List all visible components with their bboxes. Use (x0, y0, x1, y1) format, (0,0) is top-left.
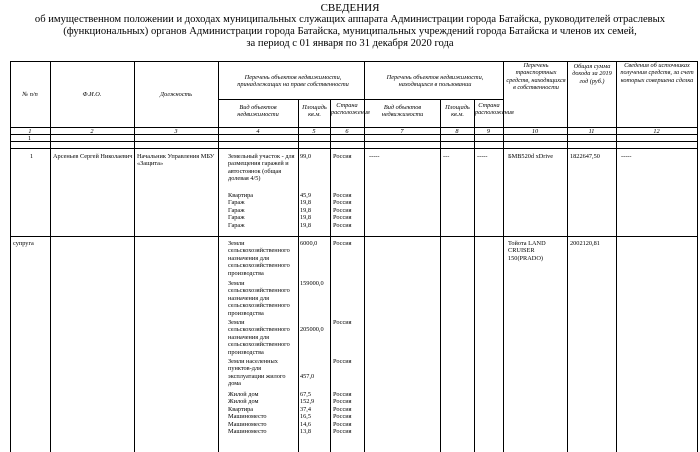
p2-object-9: Машиноместо (228, 420, 267, 428)
p2-object-8: Машиноместо (228, 413, 267, 421)
p2-income: 2002120,81 (570, 240, 600, 247)
row-one-number: 1 (28, 135, 32, 142)
p1-object-2: Квартира (228, 192, 254, 199)
p2-land-4: Земли населенных пунктов-для эксплуатации жилого дома (228, 358, 286, 388)
p2-area-land-3: 205000,0 (300, 326, 324, 333)
header-used-area: Площадь кв.м. (445, 104, 470, 119)
header-num: № п/п (22, 91, 38, 98)
p1-area-6: 19,8 (300, 221, 312, 229)
col-number-6: 6 (345, 128, 349, 135)
p1-object-5: Гараж (228, 214, 245, 222)
col-number-5: 5 (312, 128, 316, 135)
p1-area-2: 45,9 (300, 192, 312, 199)
p1-transport: БМВ520d xDrive (508, 153, 554, 160)
p1-area-4: 19,8 (300, 206, 312, 214)
col-number-12: 12 (653, 128, 660, 135)
p2-role: супруга (13, 240, 34, 247)
p1-country-land: Россия (333, 153, 352, 160)
col-number-3: 3 (174, 128, 178, 135)
col-number-4: 4 (256, 128, 260, 135)
p2-area-land-1: 6000,0 (300, 240, 318, 247)
p1-name: Арсеньев Сергей Николаевич (53, 153, 133, 160)
p1-country-5: Россия (333, 214, 352, 222)
p2-area-8: 16,5 (300, 413, 312, 421)
header-income: Общая сумма дохода за 2019 год (руб.) (572, 63, 612, 85)
p2-country-land-4: Россия (333, 358, 352, 365)
header-source: Сведения об источниках получения средств, за счет которых совершена сделка (620, 62, 694, 84)
p1-position: Начальник Управления МБУ «Защита» (137, 153, 215, 168)
header-position: Должность (159, 91, 193, 98)
p1-country-4: Россия (333, 206, 352, 214)
header-fio: Ф.И.О. (82, 91, 102, 98)
p1-object-3: Гараж (228, 199, 245, 207)
p1-object-6: Гараж (228, 221, 245, 229)
p1-country-3: Россия (333, 199, 352, 207)
doc-subtitle-line2: (функциональных) органов Администрации города Батайска, муниципальных учреждений города Батайска и членов их семей, (63, 26, 637, 37)
p1-area-5: 19,8 (300, 214, 312, 222)
header-used-type: Вид объектов недвижимости (381, 104, 424, 119)
p2-area-land-4: 457,0 (300, 373, 315, 380)
p2-transport: Тойота LAND CRUISER 150(PRADO) (508, 240, 546, 262)
p2-area-9: 14,6 (300, 420, 312, 428)
p2-country-10: Россия (333, 428, 352, 435)
p2-object-6: Жилой дом (228, 398, 259, 406)
header-owned-area: Площадь кв.м. (302, 104, 327, 119)
header-owned-type: Вид объектов недвижимости (237, 104, 279, 119)
p2-country-7: Россия (333, 405, 352, 413)
p1-object-4: Гараж (228, 206, 245, 214)
p2-object-10: Машиноместо (228, 428, 267, 435)
p1-used-type: ----- (369, 153, 380, 160)
p1-source: ----- (621, 153, 632, 160)
p2-area-land-2: 159000,0 (300, 280, 324, 287)
p2-country-6: Россия (333, 398, 352, 406)
p2-area-6: 152,9 (300, 398, 315, 406)
p1-area-land: 99,0 (300, 153, 312, 160)
header-owned-country: Страна расположения (331, 102, 370, 117)
header-owned-group: Перечень объектов недвижимости, принадлежащих на праве собственности (237, 74, 349, 89)
p1-object-land: Земельный участок - для размещения гаражей и автостоянок (общая долевая 4/5) (228, 153, 295, 183)
p1-used-area: --- (443, 153, 450, 160)
col-number-7: 7 (400, 128, 404, 135)
p2-area-10: 13,8 (300, 428, 312, 435)
p1-area-3: 19,8 (300, 199, 312, 207)
p2-land-2: Земли сельскохозяйственного назначения для сельскохозяйственного производства (228, 280, 290, 317)
col-number-10: 10 (531, 128, 539, 135)
p2-area-7: 37,4 (300, 405, 312, 413)
p1-num: 1 (30, 153, 34, 160)
header-used-country: Страна расположения (475, 102, 514, 117)
doc-subtitle-line3: за период с 01 января по 31 декабря 2020 года (246, 38, 454, 49)
p2-object-5: Жилой дом (228, 391, 259, 398)
col-number-2: 2 (90, 128, 94, 135)
p2-country-land-3: Россия (333, 319, 352, 326)
p2-area-5: 67,5 (300, 391, 312, 398)
header-used-group: Перечень объектов недвижимости, находящихся в пользовании (386, 74, 484, 89)
p1-country-6: Россия (333, 221, 352, 229)
p1-used-country: ----- (477, 153, 488, 160)
p2-land-3: Земли сельскохозяйственного назначения для сельскохозяйственного производства (228, 319, 290, 356)
p1-country-2: Россия (333, 192, 352, 199)
p2-object-7: Квартира (228, 405, 254, 413)
doc-subtitle-line1: об имущественном положении и доходах муниципальных служащих аппарата Администрации города Батайска, руководителей отраслевых (34, 14, 666, 25)
header-transport: Перечень транспортных средств, находящихся в собственности (506, 62, 566, 92)
col-number-1: 1 (28, 128, 32, 135)
p2-country-8: Россия (333, 413, 352, 421)
p2-country-9: Россия (333, 420, 352, 428)
p2-country-5: Россия (333, 391, 352, 398)
col-number-9: 9 (486, 128, 491, 135)
col-number-11: 11 (588, 128, 595, 135)
p2-land-1: Земли сельскохозяйственного назначения для сельскохозяйственного производства (228, 240, 290, 277)
p1-income: 1822647,50 (570, 153, 600, 160)
doc-title: СВЕДЕНИЯ (320, 2, 380, 14)
p2-country-land-1: Россия (333, 240, 352, 247)
col-number-8: 8 (455, 128, 459, 135)
